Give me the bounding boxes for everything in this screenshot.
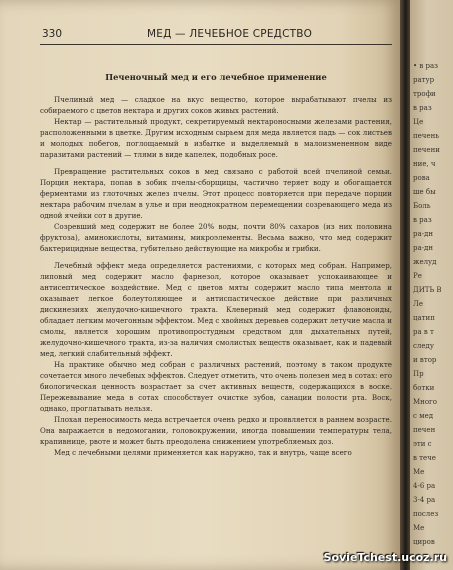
next-page-fragment: 4-6 ра [413, 482, 436, 490]
next-page-fragment: желуд [413, 258, 437, 266]
paragraph: Лечебный эффект меда определяется растениями, с которых мед собран. Например, липовый мед содержит масло фарнезол, которое оказывает успокаивающее и антисептическое воздействие. Мед с цветов мяты содержит масло типа ментола и оказывает легкое болеутоляющее и антиспастическое действие при различных дискинезиях желудочно-кишечного тракта. Клеверный мед содержит флавоноиды, обладает легким мочегонным эффектом. Мед с хвойных деревьев содержит летучие масла и смолы, является хорошим противопростудным средством для дыхательных путей, желудочно-кишечного тракта, из-за наличия смолистых веществ оказывает, как и падевый мед, легкий слабительный эффект. [40, 261, 392, 358]
next-page-fragment: и втор [413, 356, 437, 364]
next-page-fragment: в раз [413, 216, 432, 224]
next-page-fragment: Боль [413, 202, 431, 210]
next-page-fragment: печен [413, 426, 436, 434]
next-page-fragment: ра-дн [413, 230, 433, 238]
watermark: SovieTchest.ucoz.ru [323, 551, 447, 564]
next-page-fragment: ние, ч [413, 160, 436, 168]
running-title: МЕД — ЛЕЧЕБНОЕ СРЕДСТВО [147, 28, 313, 40]
next-page-fragment: эти с [413, 440, 432, 448]
book-gutter [400, 0, 410, 570]
next-page-fragment: в тече [413, 454, 436, 462]
next-page-fragment: ботки [413, 384, 435, 392]
paragraph: Нектар — растительный продукт, секретируемый нектароносными железами растения, расположенными в цветке. Другим исходным сырьем для меда является падь — сок листьев и молодых побегов, поглощаемый в избытке и выделяемый в малоизмененном виде паразитами растений — тлями в виде капелек, подобных росе. [40, 117, 392, 159]
next-page-fragment: печень [413, 132, 440, 140]
next-page-fragment: Ме [413, 468, 425, 476]
next-page-fragment: • в раз [413, 62, 438, 70]
next-page-fragment: ше бы [413, 188, 436, 196]
next-page-fragment: рова [413, 174, 430, 182]
next-page-fragment: Пр [413, 370, 424, 378]
article-title: Печеночный мед и его лечебное применение [105, 72, 327, 82]
page-number: 330 [42, 28, 63, 40]
paragraph: Превращение растительных соков в мед связано с работой всей пчелиной семьи. Порция нектара, попав в зобик пчелы-сборщицы, частично теряет воду и обогащается ферментами из глоточных желез пчелы. Этот процесс повторяется при передаче порции нектара рабочим пчелам в улье и при неоднократном перемещении созревающего меда из одной ячейки сот в другие. [40, 167, 392, 220]
next-page-fragment: Ле [413, 300, 423, 308]
next-page-fragment: ДИТЬ В [413, 286, 442, 294]
next-page-fragment: печени [413, 146, 440, 154]
next-page-fragment: Ре [413, 272, 422, 280]
paragraph: Мед с лечебными целями применяется как наружно, так и внутрь, чаще всего [54, 448, 352, 457]
next-page-fragment: ратур [413, 76, 435, 84]
paragraph: Плохая переносимость меда встречается очень редко и проявляется в раннем возрасте. Она выражается в недомогании, головокружении, иногда повышении температуры тела, крапивнице, рвоте и может быть преодолена снижением употребляемых доз. [40, 415, 392, 446]
next-page-fragment: трофи [413, 90, 436, 98]
next-page-fragment: в раз [413, 104, 432, 112]
next-page-fragment: цатип [413, 314, 435, 322]
paragraph: На практике обычно мед собран с различных растений, поэтому в таком продукте сочетается много лечебных эффектов. Следует отметить, что очень полезен мед в сотах: его биологическая ценность возрастает за счет активных веществ, содержащихся в воске. Пережевывание меда в сотах способствует очистке зубов, санации полости рта. Воск, однако, проглатывать нельзя. [40, 360, 392, 413]
next-page-fragment: послез [413, 510, 439, 518]
paragraph: Пчелиный мед — сладкое на вкус вещество, которое вырабатывают пчелы из собираемого с цветов нектара и других соков живых растений. [40, 95, 392, 115]
article-body [40, 94, 392, 458]
next-page-fragment: ра в т [413, 328, 434, 336]
next-page-fragment: Ме [413, 524, 425, 532]
paragraph: Созревший мед содержит не более 20% воды, почти 80% сахаров (из них половина фруктоза), аминокислоты, витамины, микроэлементы. Весьма важно, что мед содержит бактерицидные вещества, губительно действующие на микробы и грибки. [40, 222, 392, 253]
next-page-fragment: ра-дн [413, 244, 433, 252]
book-page-right-fragment [410, 0, 453, 570]
next-page-fragment: циров [413, 538, 435, 546]
next-page-fragment: Це [413, 118, 424, 126]
next-page-fragment: Много [413, 398, 437, 406]
running-header [40, 28, 392, 45]
next-page-fragment: 3-4 ра [413, 496, 436, 504]
next-page-fragment: следу [413, 342, 434, 350]
next-page-fragment: с мед [413, 412, 434, 420]
